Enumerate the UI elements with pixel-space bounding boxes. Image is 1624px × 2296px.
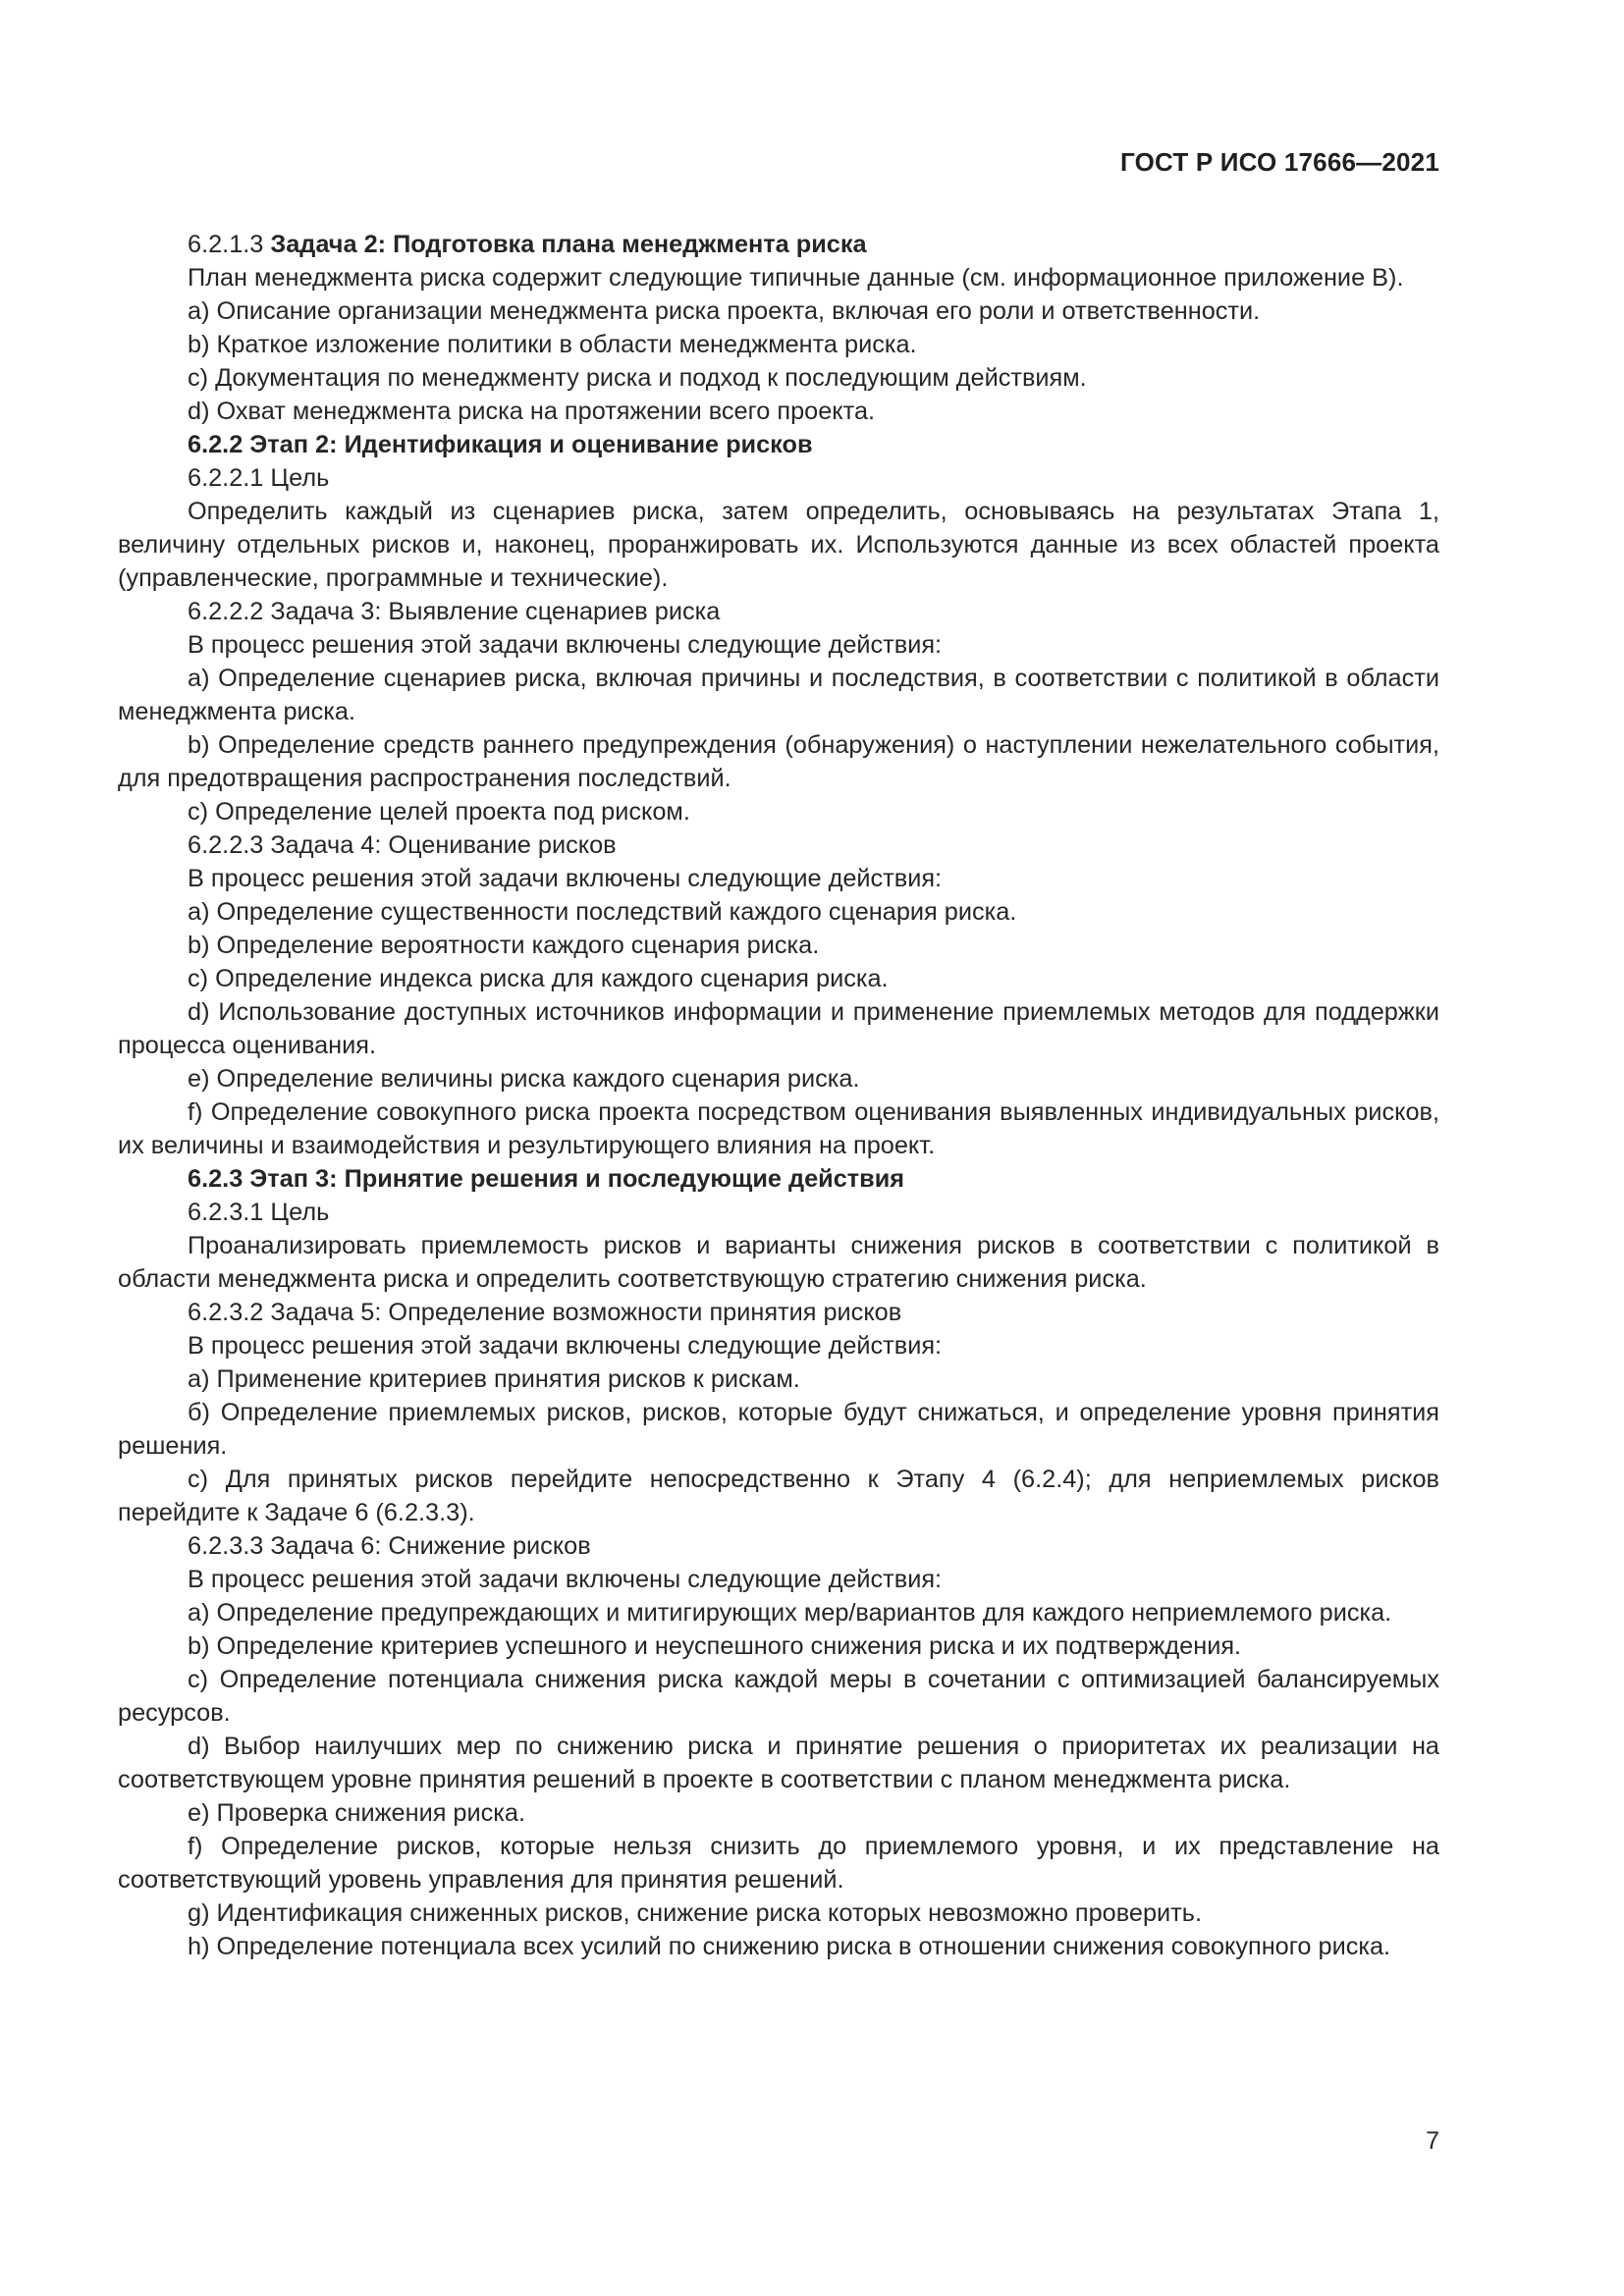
list-item: a) Определение сценариев риска, включая причины и последствия, в соответствии с политикой в области менеджмента риска. [118, 665, 1439, 725]
list-item: a) Применение критериев принятия рисков к рискам. [188, 1365, 800, 1393]
list-item: g) Идентификация сниженных рисков, снижение риска которых невозможно проверить. [188, 1899, 1202, 1927]
paragraph: В процесс решения этой задачи включены следующие действия: [188, 1332, 943, 1360]
document-body [118, 228, 1439, 1963]
list-item: h) Определение потенциала всех усилий по снижению риска в отношении снижения совокупного риска. [188, 1933, 1391, 1960]
section-heading: 6.2.3 Этап 3: Принятие решения и последующие действия [188, 1165, 905, 1193]
list-item: б) Определение приемлемых рисков, рисков, которые будут снижаться, и определение уровня принятия решения. [118, 1399, 1439, 1460]
section-title: Задача 2: Подготовка плана менеджмента риска [270, 231, 867, 258]
list-item: a) Описание организации менеджмента риска проекта, включая его роли и ответственности. [188, 297, 1261, 325]
list-item: b) Определение вероятности каждого сценария риска. [188, 932, 820, 959]
subsection-heading: 6.2.2.1 Цель [188, 464, 330, 492]
subsection-heading: 6.2.3.2 Задача 5: Определение возможности принятия рисков [188, 1299, 902, 1326]
paragraph: Проанализировать приемлемость рисков и варианты снижения рисков в соответствии с политикой в области менеджмента риска и определить соответствующую стратегию снижения риска. [118, 1232, 1439, 1293]
paragraph: План менеджмента риска содержит следующие типичные данные (см. информационное приложение В). [188, 264, 1404, 292]
document-header-id: ГОСТ Р ИСО 17666—2021 [1119, 147, 1439, 177]
list-item: c) Определение потенциала снижения риска каждой меры в сочетании с оптимизацией балансируемых ресурсов. [118, 1666, 1439, 1727]
list-item: d) Выбор наилучших мер по снижению риска и принятие решения о приоритетах их реализации на соответствующем уровне принятия решений в проекте в соответствии с планом менеджмента риска. [118, 1733, 1439, 1793]
subsection-heading: 6.2.3.1 Цель [188, 1199, 330, 1226]
subsection-heading: 6.2.2.2 Задача 3: Выявление сценариев риска [188, 598, 721, 625]
list-item: f) Определение совокупного риска проекта посредством оценивания выявленных индивидуальных рисков, их величины и взаимодействия и результирующего влияния на проект. [118, 1098, 1439, 1159]
list-item: c) Для принятых рисков перейдите непосредственно к Этапу 4 (6.2.4); для неприемлемых рисков перейдите к Задаче 6 (6.2.3.3). [118, 1466, 1439, 1526]
list-item: a) Определение существенности последствий каждого сценария риска. [188, 898, 1017, 926]
subsection-heading: 6.2.3.3 Задача 6: Снижение рисков [188, 1532, 591, 1560]
page-number: 7 [1426, 2127, 1439, 2155]
paragraph: Определить каждый из сценариев риска, затем определить, основываясь на результатах Этапа 1, величину отдельных рисков и, наконец, проранжировать их. Используются данные из всех областей проекта (управленческие, программные и технические). [118, 498, 1439, 592]
section-heading: 6.2.2 Этап 2: Идентификация и оценивание рисков [188, 431, 813, 458]
section-number: 6.2.1.3 [188, 231, 271, 258]
paragraph: В процесс решения этой задачи включены следующие действия: [188, 865, 943, 892]
list-item: b) Определение критериев успешного и неуспешного снижения риска и их подтверждения. [188, 1632, 1242, 1660]
list-item: b) Определение средств раннего предупреждения (обнаружения) о наступлении нежелательного события, для предотвращения распространения последствий. [118, 731, 1439, 792]
list-item: d) Использование доступных источников информации и применение приемлемых методов для поддержки процесса оценивания. [118, 998, 1439, 1059]
list-item: d) Охват менеджмента риска на протяжении всего проекта. [188, 398, 876, 425]
paragraph: В процесс решения этой задачи включены следующие действия: [188, 631, 943, 659]
list-item: b) Краткое изложение политики в области менеджмента риска. [188, 331, 917, 358]
paragraph: В процесс решения этой задачи включены следующие действия: [188, 1566, 943, 1593]
list-item: c) Определение целей проекта под риском. [188, 798, 690, 826]
list-item: e) Определение величины риска каждого сценария риска. [188, 1065, 860, 1093]
list-item: c) Документация по менеджменту риска и подход к последующим действиям. [188, 364, 1087, 392]
list-item: a) Определение предупреждающих и митигирующих мер/вариантов для каждого неприемлемого риска. [188, 1599, 1392, 1627]
list-item: c) Определение индекса риска для каждого сценария риска. [188, 965, 889, 992]
list-item: e) Проверка снижения риска. [188, 1799, 525, 1827]
list-item: f) Определение рисков, которые нельзя снизить до приемлемого уровня, и их представление на соответствующий уровень управления для принятия решений. [118, 1833, 1439, 1894]
section-heading [118, 228, 1439, 261]
subsection-heading: 6.2.2.3 Задача 4: Оценивание рисков [188, 831, 617, 859]
